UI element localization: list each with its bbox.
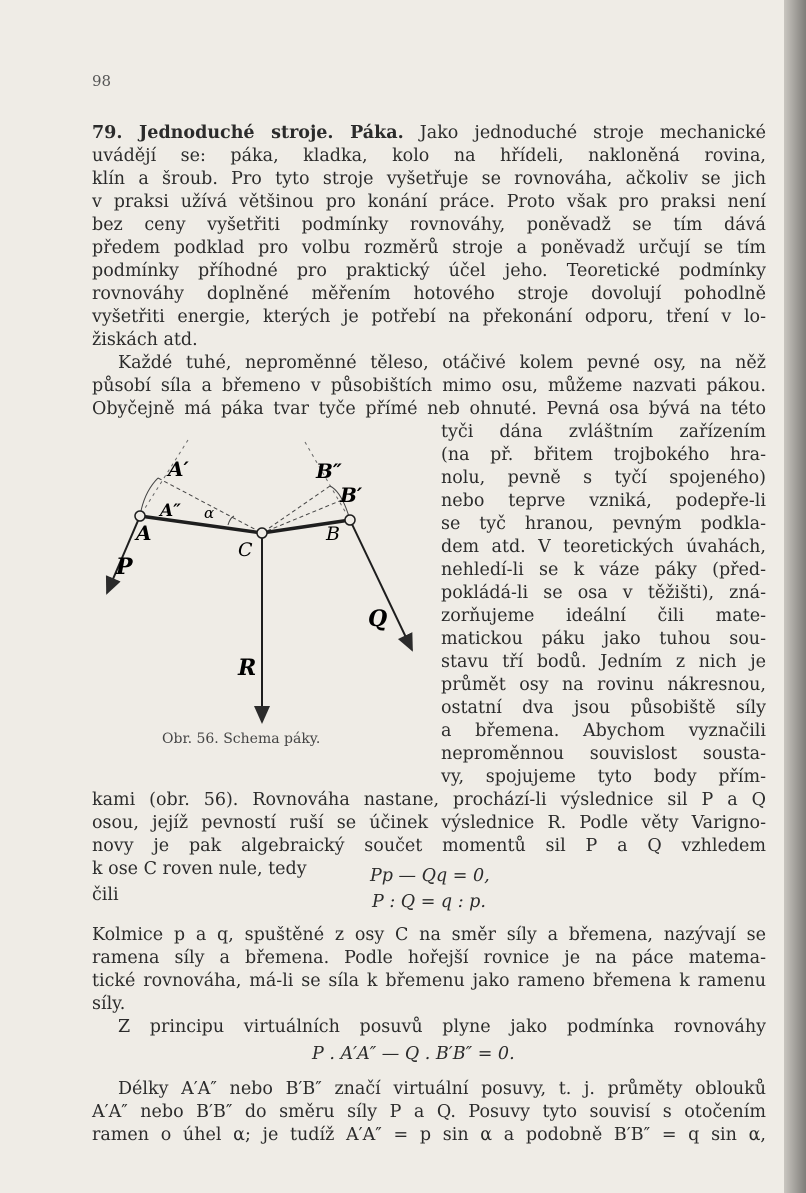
text-line: podmínky příhodné pro praktický účel jeho. Teoretické podmínky — [92, 261, 766, 281]
text-line: průmět osy na rovinu nákresnou, — [441, 675, 766, 695]
text-line: (na př. břitem trojbokého hra- — [441, 445, 766, 465]
heading-line-text: Jako jednoduché stroje mechanické — [403, 123, 766, 143]
point-b — [345, 515, 355, 525]
text-line: nolu, pevně s tyčí spojeného) — [441, 468, 766, 488]
page-number: 98 — [92, 72, 112, 90]
text-line: pokládá-li se osa v těžišti), zná- — [441, 583, 766, 603]
text-line: a břemena. Abychom vyznačili — [441, 721, 766, 741]
text-line: k ose C roven nule, tedy — [92, 859, 307, 879]
label-q: Q — [368, 606, 388, 632]
text-line: zorňujeme ideální čili mate- — [441, 606, 766, 626]
text-line: Délky A′A″ nebo B′B″ značí virtuální posuvy, t. j. průměty oblouků — [118, 1079, 766, 1099]
text-line: žiskách atd. — [92, 330, 198, 350]
text-line: Z principu virtuálních posuvů plyne jako podmínka rovnováhy — [118, 1017, 766, 1037]
text-line: neproměnnou souvislost sousta- — [441, 744, 766, 764]
text-line: osou, jejíž pevností ruší se účinek výslednice R. Podle věty Varigno- — [92, 813, 766, 833]
text-line: v praksi užívá většinou pro konání práce. Proto však pro praksi není — [92, 192, 766, 212]
text-line: vyšetřiti energie, kterých je potřebí na překonání odporu, tření v lo- — [92, 307, 766, 327]
text-line: ostatní dva jsou působiště síly — [441, 698, 766, 718]
label-p: P — [116, 554, 133, 580]
text-line: uvádějí se: páka, kladka, kolo na hřídeli, nakloněná rovina, — [92, 146, 766, 166]
text-line: A′A″ nebo B′B″ do směru síly P a Q. Posuvy tyto souvisí s otočením — [92, 1102, 766, 1122]
label-a: A — [136, 521, 152, 545]
figure-caption: Obr. 56. Schema páky. — [162, 731, 321, 747]
text-line: nebo teprve vzniká, podepře-li — [441, 491, 766, 511]
text-line: Každé tuhé, neproměnné těleso, otáčivé kolem pevné osy, na něž — [118, 353, 766, 373]
text-line: síly. — [92, 994, 126, 1014]
text-line: novy je pak algebraický součet momentů sil P a Q vzhledem — [92, 836, 766, 856]
page-edge-shadow — [784, 0, 806, 1193]
text-line: se tyč hranou, pevným podkla- — [441, 514, 766, 534]
text-line: tyči dána zvláštním zařízením — [441, 422, 766, 442]
text-line: předem podklad pro volbu rozměrů stroje a poněvadž určují se tím — [92, 238, 766, 258]
text-line: bez ceny vyšetřiti podmínky rovnováhy, poněvadž se tím dává — [92, 215, 766, 235]
text-line: tické rovnováha, má-li se síla k břemenu jako rameno břemena k ramenu — [92, 971, 766, 991]
point-c — [257, 528, 267, 538]
text-line: ramena síly a břemena. Podle hořejší rovnice je na páce matema- — [92, 948, 766, 968]
section-heading-line — [92, 122, 766, 144]
equation-ratio: P : Q = q : p. — [372, 892, 486, 912]
label-r: R — [238, 655, 257, 681]
text-line: vy, spojujeme tyto body přím- — [441, 767, 766, 787]
label-alpha: α — [204, 504, 215, 522]
label-b: B — [326, 523, 340, 545]
text-line: dem atd. V teoretických úvahách, — [441, 537, 766, 557]
text-line: Kolmice p a q, spuštěné z osy C na směr síly a břemena, nazývají se — [92, 925, 766, 945]
text-line: rovnováhy doplněné měřením hotového stroje dovolují pohodlně — [92, 284, 766, 304]
label-b-prime: B′ — [340, 483, 363, 507]
label-a-double: A″ — [160, 501, 181, 521]
text-line: působí síla a břemeno v působištích mimo osu, můžeme nazvati pákou. — [92, 376, 766, 396]
text-line: kami (obr. 56). Rovnováha nastane, prochází-li výslednice sil P a Q — [92, 790, 766, 810]
lever-diagram — [92, 430, 432, 730]
text-line: matickou páku jako tuhou sou- — [441, 629, 766, 649]
text-line: Obyčejně má páka tvar tyče přímé neb ohnuté. Pevná osa bývá na této — [92, 399, 766, 419]
equation-virtual-work: P . A′A″ — Q . B′B″ = 0. — [312, 1044, 515, 1064]
label-a-prime: A′ — [168, 457, 189, 481]
equation-moments: Pp — Qq = 0, — [370, 866, 490, 886]
text-line: klín a šroub. Pro tyto stroje vyšetřuje se rovnováha, ačkoliv se jich — [92, 169, 766, 189]
text-line: stavu tří bodů. Jedním z nich je — [441, 652, 766, 672]
point-a — [135, 511, 145, 521]
section-heading: 79. Jednoduché stroje. Páka. — [92, 123, 404, 143]
lever-arm-left — [140, 516, 262, 533]
text-line: ramen o úhel α; je tudíž A′A″ = p sin α a podobně B′B″ = q sin α, — [92, 1125, 766, 1145]
label-c: C — [238, 539, 253, 561]
label-b-double: B″ — [316, 459, 342, 483]
text-line: nehledí-li se k váze páky (před- — [441, 560, 766, 580]
text-cili: čili — [92, 885, 119, 905]
arc-a — [140, 478, 158, 516]
